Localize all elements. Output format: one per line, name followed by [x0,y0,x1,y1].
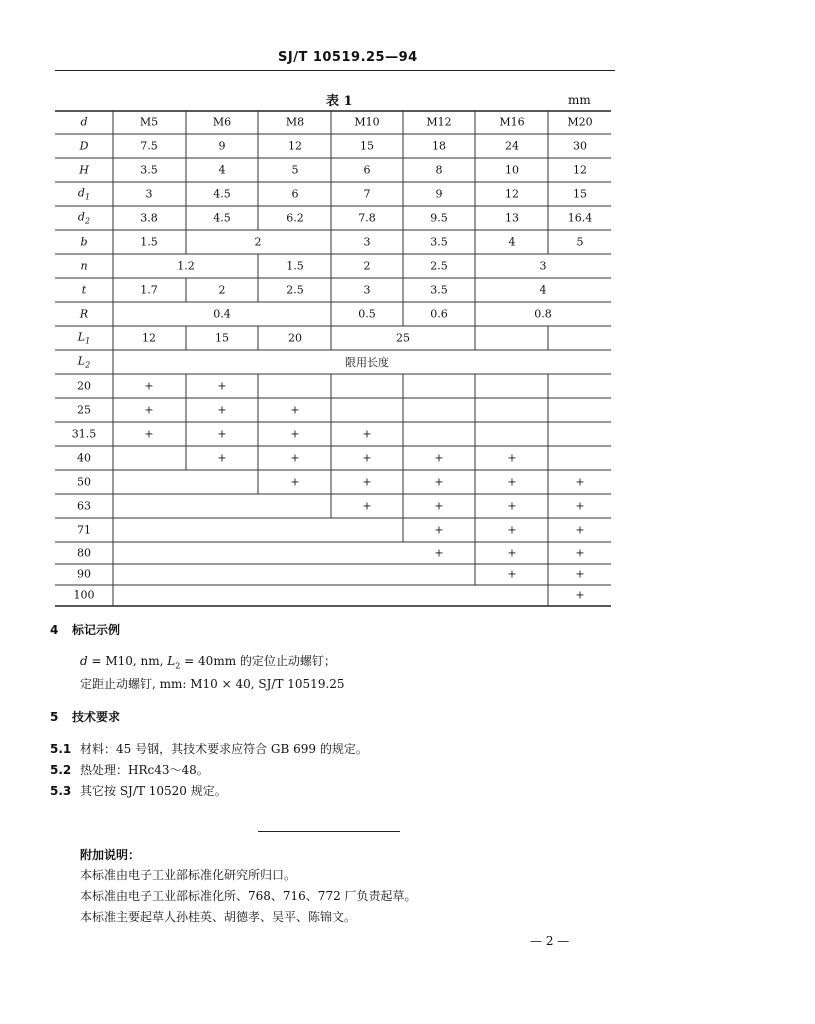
page-number: — 2 — [530,934,570,948]
availability-mark: + [144,403,154,417]
table-cell: 9 [435,187,443,201]
table-cell: 30 [573,139,587,153]
table-cell: 3.5 [430,235,448,249]
length-31-5: 31.5 [71,427,97,441]
dimension-table [55,110,611,607]
table-grid-lines [55,110,611,607]
availability-mark: + [507,475,517,489]
table-cell: 2 [218,283,226,297]
table-cell: 12 [505,187,519,201]
section-4-heading: 4 标记示例 [50,623,121,637]
length-100: 100 [73,588,95,602]
table-cell: 3.5 [140,163,158,177]
availability-mark: + [507,546,517,560]
table-cell: 4.5 [213,211,231,225]
table-cell: 15 [360,139,374,153]
row-label-t: t [81,283,87,297]
table-cell: 6 [291,187,299,201]
table-cell: 3 [363,283,371,297]
requirement-5-1: 5.1 材料：45 号钢，其技术要求应符合 GB 699 的规定。 [50,742,368,756]
availability-mark: + [217,451,227,465]
size-m5: M5 [139,115,159,129]
row-label-L1: $L_1$ [77,330,91,346]
availability-mark: + [362,451,372,465]
row-label-d2: $d_2$ [77,210,91,226]
table-cell: 15 [573,187,587,201]
availability-mark: + [362,475,372,489]
length-90: 90 [77,567,91,581]
table-cell: 16.4 [567,211,593,225]
table-cell: 13 [505,211,519,225]
table-cell: 0.6 [430,307,448,321]
row-label-b: b [80,235,88,249]
row-label-D: D [79,139,89,153]
availability-mark: + [362,427,372,441]
availability-mark: + [217,379,227,393]
table-cell: 6.2 [286,211,304,225]
availability-mark: + [290,475,300,489]
table-cell: 4 [539,283,547,297]
table-cell: 15 [215,331,229,345]
table-cell: 2.5 [286,283,304,297]
table-cell: 20 [288,331,302,345]
requirement-5-3: 5.3 其它按 SJ/T 10520 规定。 [50,784,227,798]
row-label-d1: $d_1$ [77,186,91,202]
table-cell: 7 [363,187,371,201]
notes-line-3: 本标准主要起草人孙桂英、胡德孝、吴平、陈锦文。 [80,910,357,924]
notes-line-1: 本标准由电子工业部标准化研究所归口。 [80,868,297,882]
table-title: 表 1 [326,94,353,109]
availability-mark: + [290,451,300,465]
availability-mark: + [434,546,444,560]
table-cell: 10 [505,163,519,177]
table-cell: 2 [363,259,371,273]
availability-mark: + [290,403,300,417]
length-63: 63 [77,499,91,513]
restricted-length-header: 限用长度 [345,356,389,369]
table-cell: 9.5 [430,211,448,225]
availability-mark: + [434,475,444,489]
availability-mark: + [217,403,227,417]
size-m8: M8 [285,115,305,129]
availability-mark: + [507,451,517,465]
availability-mark: + [507,499,517,513]
availability-mark: + [575,523,585,537]
notes-divider [258,831,400,832]
availability-mark: + [434,451,444,465]
table-cell: 3 [363,235,371,249]
table-cell: 9 [218,139,226,153]
table-cell: 18 [432,139,446,153]
table-cell: 24 [505,139,519,153]
header-param-d: d [80,115,88,129]
notes-line-2: 本标准由电子工业部标准化所、768、716、772 厂负责起草。 [80,889,417,903]
availability-mark: + [217,427,227,441]
requirement-5-2: 5.2 热处理：HRc43～48。 [50,763,209,777]
table-cell: 3.8 [140,211,158,225]
length-71: 71 [77,523,91,537]
availability-mark: + [362,499,372,513]
table-cell: 3 [539,259,547,273]
table-cell: 1.5 [286,259,304,273]
availability-mark: + [507,567,517,581]
size-m10: M10 [354,115,380,129]
table-cell: 12 [573,163,587,177]
availability-mark: + [575,499,585,513]
table-cell: 4.5 [213,187,231,201]
row-label-n: n [80,259,88,273]
table-cell: 1.7 [140,283,158,297]
availability-mark: + [434,523,444,537]
document-number-header: SJ/T 10519.25—94 [278,50,418,65]
length-20: 20 [77,379,91,393]
table-cell: 12 [142,331,156,345]
table-cell: 12 [288,139,302,153]
table-cell: 3 [145,187,153,201]
availability-mark: + [290,427,300,441]
availability-mark: + [575,567,585,581]
table-cell: 0.5 [358,307,376,321]
table-cell: 5 [576,235,584,249]
marking-example-line-2: 定距止动螺钉, mm: M10 × 40, SJ/T 10519.25 [80,677,345,691]
availability-mark: + [575,475,585,489]
table-cell: 25 [396,331,410,345]
marking-example-line-1: d = M10, nm, $L_2 = 40mm$ 的定位止动螺钉； [80,654,336,671]
length-50: 50 [77,475,91,489]
table-cell: 1.5 [140,235,158,249]
row-label-H: H [79,163,89,177]
table-cell: 3.5 [430,283,448,297]
size-m20: M20 [567,115,593,129]
row-label-L2: $L_2$ [77,354,91,370]
size-m12: M12 [426,115,452,129]
availability-mark: + [434,499,444,513]
length-80: 80 [77,546,91,560]
table-cell: 4 [218,163,226,177]
size-m16: M16 [499,115,525,129]
size-m6: M6 [212,115,232,129]
availability-mark: + [575,588,585,602]
availability-mark: + [575,546,585,560]
table-cell: 2.5 [430,259,448,273]
availability-mark: + [144,427,154,441]
table-cell: 4 [508,235,516,249]
availability-mark: + [144,379,154,393]
table-cell: 1.2 [177,259,195,273]
table-unit: mm [568,93,591,107]
table-cell: 0.4 [213,307,231,321]
length-40: 40 [77,451,91,465]
notes-title: 附加说明： [80,848,141,862]
header-rule [55,70,615,71]
availability-mark: + [507,523,517,537]
table-cell: 0.8 [534,307,552,321]
row-label-R: R [79,307,89,321]
table-cell: 7.5 [140,139,158,153]
table-cell: 6 [363,163,371,177]
table-cell: 8 [435,163,443,177]
table-cell: 5 [291,163,299,177]
table-cell: 7.8 [358,211,376,225]
length-25: 25 [77,403,91,417]
section-5-heading: 5 技术要求 [50,710,121,724]
table-cell: 2 [254,235,262,249]
